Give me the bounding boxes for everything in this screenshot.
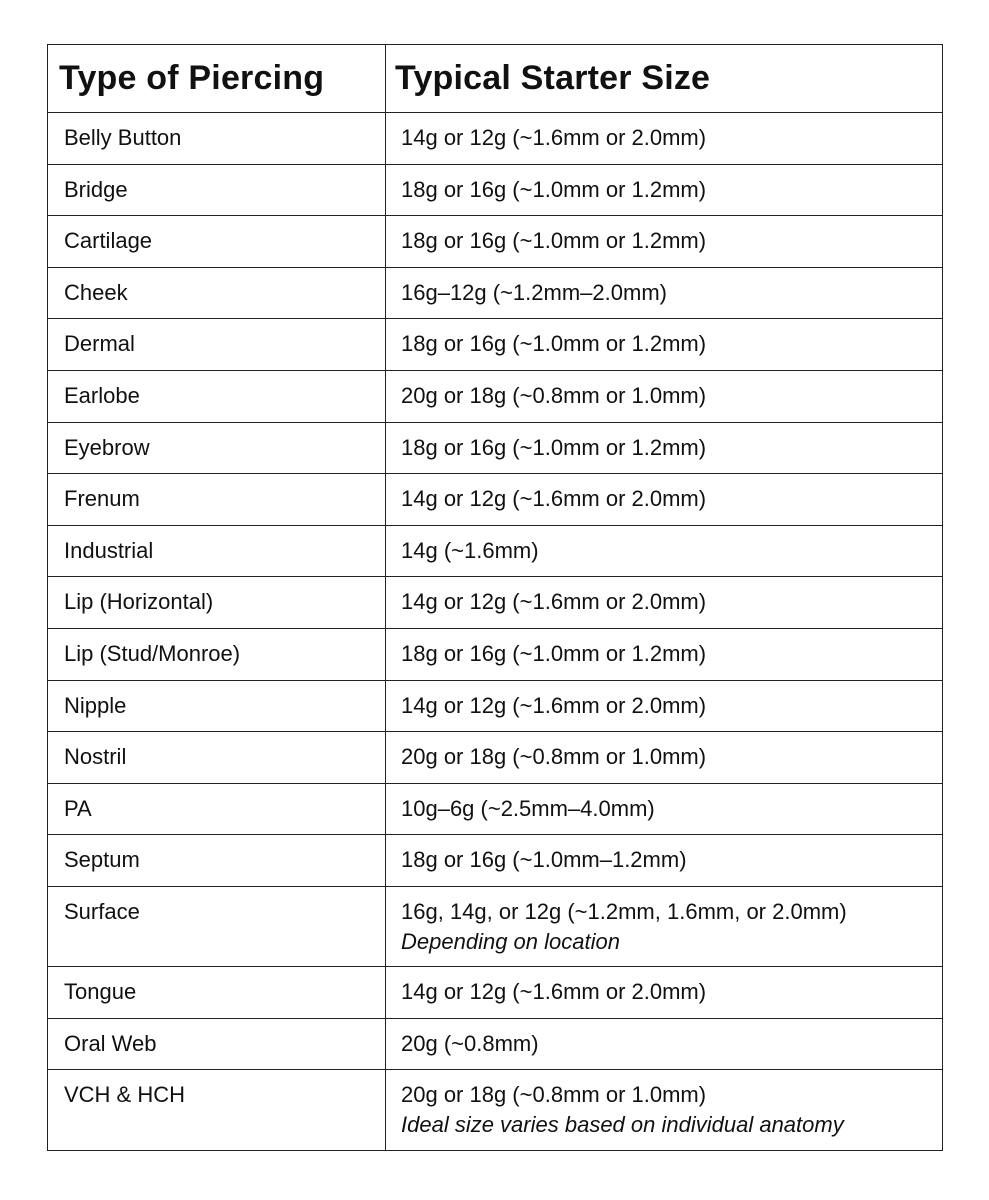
starter-size-text: 20g or 18g (~0.8mm or 1.0mm) <box>401 382 707 408</box>
table-row <box>48 371 942 423</box>
starter-size-cell <box>386 113 942 164</box>
starter-size-text: 16g–12g (~1.2mm–2.0mm) <box>401 279 667 305</box>
starter-size-cell <box>386 967 942 1018</box>
starter-size-cell <box>386 1070 942 1150</box>
starter-size-text: 14g or 12g (~1.6mm or 2.0mm) <box>401 692 707 718</box>
table-row <box>48 887 942 967</box>
table-row <box>48 681 942 733</box>
table-header-row <box>48 45 942 113</box>
starter-size-cell <box>386 216 942 267</box>
starter-size-text: 20g (~0.8mm) <box>401 1030 539 1056</box>
piercing-size-table <box>47 44 943 1151</box>
starter-size-cell <box>386 629 942 680</box>
starter-size-text: 20g or 18g (~0.8mm or 1.0mm) <box>401 1082 707 1108</box>
starter-size-text: 14g (~1.6mm) <box>401 537 539 563</box>
table-row <box>48 268 942 320</box>
piercing-type-cell: PA <box>48 784 386 835</box>
piercing-type-cell: Oral Web <box>48 1019 386 1070</box>
piercing-type-cell: Industrial <box>48 526 386 577</box>
header-type-of-piercing: Type of Piercing <box>48 45 386 112</box>
starter-size-text: 14g or 12g (~1.6mm or 2.0mm) <box>401 978 707 1004</box>
starter-size-cell <box>386 371 942 422</box>
starter-size-text: 20g or 18g (~0.8mm or 1.0mm) <box>401 744 707 770</box>
piercing-type-cell: Nostril <box>48 732 386 783</box>
table-body <box>48 113 942 1150</box>
table-row <box>48 967 942 1019</box>
starter-size-cell <box>386 526 942 577</box>
table-row <box>48 1070 942 1150</box>
starter-size-text: 14g or 12g (~1.6mm or 2.0mm) <box>401 589 707 615</box>
starter-size-cell <box>386 165 942 216</box>
starter-size-cell <box>386 423 942 474</box>
piercing-type-cell: Bridge <box>48 165 386 216</box>
table-row <box>48 319 942 371</box>
starter-size-cell <box>386 835 942 886</box>
starter-size-text: 14g or 12g (~1.6mm or 2.0mm) <box>401 486 707 512</box>
piercing-type-cell: Lip (Stud/Monroe) <box>48 629 386 680</box>
starter-size-text: 18g or 16g (~1.0mm–1.2mm) <box>401 847 687 873</box>
table-row <box>48 629 942 681</box>
starter-size-text: 18g or 16g (~1.0mm or 1.2mm) <box>401 176 707 202</box>
table-row <box>48 784 942 836</box>
table-row <box>48 216 942 268</box>
starter-size-cell <box>386 887 942 966</box>
table-row <box>48 732 942 784</box>
starter-size-note: Ideal size varies based on individual anatomy <box>401 1112 844 1138</box>
table-row <box>48 423 942 475</box>
piercing-type-cell: Belly Button <box>48 113 386 164</box>
starter-size-cell <box>386 732 942 783</box>
table-row <box>48 165 942 217</box>
piercing-type-cell: Dermal <box>48 319 386 370</box>
starter-size-text: 18g or 16g (~1.0mm or 1.2mm) <box>401 434 707 460</box>
piercing-type-cell: Frenum <box>48 474 386 525</box>
starter-size-cell <box>386 784 942 835</box>
starter-size-cell <box>386 1019 942 1070</box>
piercing-type-cell: Nipple <box>48 681 386 732</box>
table-row <box>48 577 942 629</box>
piercing-type-cell: Earlobe <box>48 371 386 422</box>
table-row <box>48 113 942 165</box>
piercing-type-cell: Cheek <box>48 268 386 319</box>
starter-size-text: 18g or 16g (~1.0mm or 1.2mm) <box>401 331 707 357</box>
piercing-type-cell: Eyebrow <box>48 423 386 474</box>
table-row <box>48 526 942 578</box>
piercing-type-cell: Septum <box>48 835 386 886</box>
starter-size-text: 14g or 12g (~1.6mm or 2.0mm) <box>401 125 707 150</box>
table-row <box>48 474 942 526</box>
piercing-type-cell: Surface <box>48 887 386 966</box>
piercing-type-cell: VCH & HCH <box>48 1070 386 1150</box>
piercing-type-cell: Tongue <box>48 967 386 1018</box>
starter-size-cell <box>386 268 942 319</box>
table-row <box>48 835 942 887</box>
piercing-type-cell: Cartilage <box>48 216 386 267</box>
starter-size-text: 18g or 16g (~1.0mm or 1.2mm) <box>401 228 707 254</box>
header-typical-starter-size: Typical Starter Size <box>395 59 711 97</box>
piercing-type-cell: Lip (Horizontal) <box>48 577 386 628</box>
starter-size-cell <box>386 681 942 732</box>
starter-size-note: Depending on location <box>401 928 620 954</box>
starter-size-cell <box>386 474 942 525</box>
starter-size-text: 18g or 16g (~1.0mm or 1.2mm) <box>401 640 707 666</box>
starter-size-text: 10g–6g (~2.5mm–4.0mm) <box>401 795 655 821</box>
starter-size-text: 16g, 14g, or 12g (~1.2mm, 1.6mm, or 2.0mm) <box>401 898 847 924</box>
starter-size-cell <box>386 577 942 628</box>
starter-size-cell <box>386 319 942 370</box>
table-row <box>48 1019 942 1071</box>
